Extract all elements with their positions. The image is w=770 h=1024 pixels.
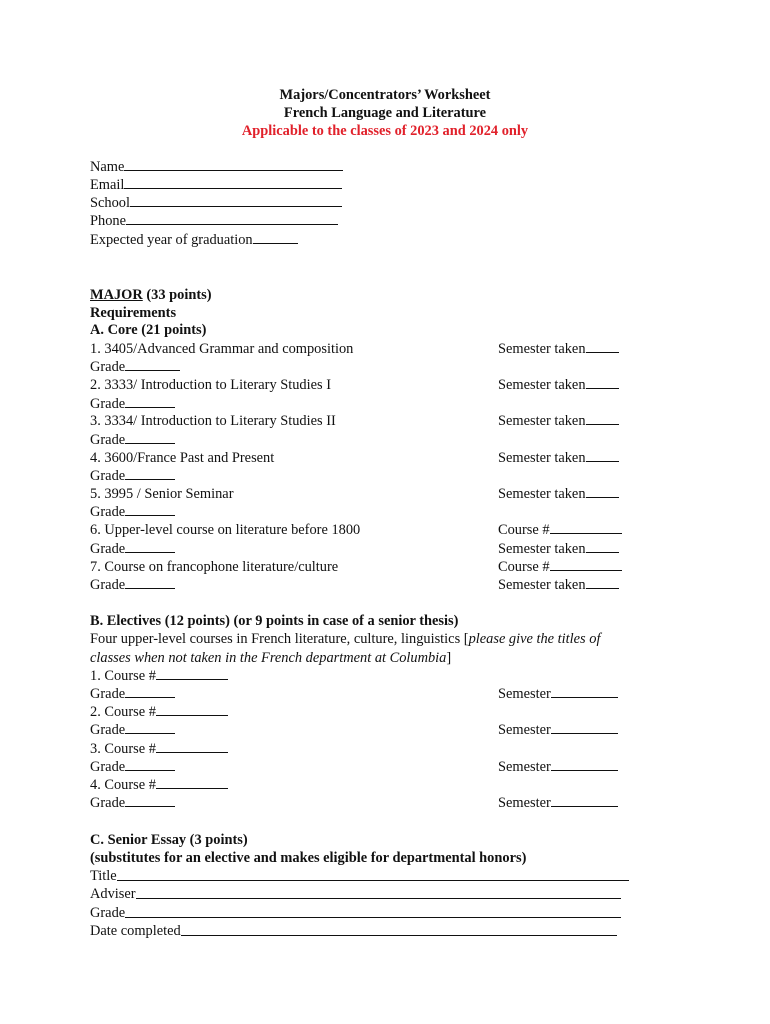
core-course-6: 6. Upper-level course on literature before 1800 <box>90 522 361 538</box>
core-course-5: 5. 3995 / Senior Seminar <box>90 486 234 502</box>
elective-course-field[interactable]: 1. Course # <box>90 667 228 685</box>
semester-taken-field[interactable]: Semester taken <box>498 449 619 467</box>
grade-field[interactable]: Grade <box>90 503 175 521</box>
semester-taken-field[interactable]: Semester taken <box>498 376 619 394</box>
grade-field[interactable]: Grade <box>90 721 175 739</box>
grade-field[interactable]: Grade <box>90 431 175 449</box>
phone-field[interactable]: Phone <box>90 212 338 230</box>
elective-course-field[interactable]: 4. Course # <box>90 776 228 794</box>
senior-essay-heading: C. Senior Essay (3 points) <box>90 832 248 848</box>
semester-field[interactable]: Semester <box>498 758 618 776</box>
senior-essay-note: (substitutes for an elective and makes eligible for departmental honors) <box>90 850 527 866</box>
semester-taken-field[interactable]: Semester taken <box>498 576 619 594</box>
phone-blank[interactable] <box>126 212 338 225</box>
grade-field[interactable]: Grade <box>90 540 175 558</box>
applicability-notice: Applicable to the classes of 2023 and 2024 only <box>241 123 529 139</box>
semester-taken-field[interactable]: Semester taken <box>498 485 619 503</box>
course-number-field[interactable]: Course # <box>498 521 622 539</box>
semester-field[interactable]: Semester <box>498 794 618 812</box>
electives-heading: B. Electives (12 points) (or 9 points in case of a senior thesis) <box>90 613 459 629</box>
semester-taken-field[interactable]: Semester taken <box>498 412 619 430</box>
grad-year-blank[interactable] <box>253 231 298 244</box>
essay-date-field[interactable]: Date completed <box>90 922 617 940</box>
grade-field[interactable]: Grade <box>90 467 175 485</box>
core-heading: A. Core (21 points) <box>90 322 207 338</box>
name-field[interactable]: Name <box>90 158 343 176</box>
semester-field[interactable]: Semester <box>498 721 618 739</box>
worksheet-subtitle: French Language and Literature <box>283 105 487 121</box>
grade-field[interactable]: Grade <box>90 358 180 376</box>
grad-year-field[interactable]: Expected year of graduation <box>90 231 298 249</box>
course-number-field[interactable]: Course # <box>498 558 622 576</box>
semester-taken-field[interactable]: Semester taken <box>498 340 619 358</box>
grade-field[interactable]: Grade <box>90 576 175 594</box>
requirements-heading: Requirements <box>90 305 177 321</box>
core-course-7: 7. Course on francophone literature/culture <box>90 559 339 575</box>
major-heading: MAJOR (33 points) <box>90 287 212 303</box>
elective-course-field[interactable]: 2. Course # <box>90 703 228 721</box>
grade-field[interactable]: Grade <box>90 794 175 812</box>
semester-taken-field[interactable]: Semester taken <box>498 540 619 558</box>
core-course-1: 1. 3405/Advanced Grammar and composition <box>90 341 354 357</box>
grade-field[interactable]: Grade <box>90 758 175 776</box>
worksheet-title: Majors/Concentrators’ Worksheet <box>279 87 491 103</box>
core-course-4: 4. 3600/France Past and Present <box>90 450 275 466</box>
school-field[interactable]: School <box>90 194 342 212</box>
essay-grade-field[interactable]: Grade <box>90 904 621 922</box>
email-field[interactable]: Email <box>90 176 342 194</box>
essay-adviser-field[interactable]: Adviser <box>90 885 621 903</box>
grade-field[interactable]: Grade <box>90 685 175 703</box>
grade-field[interactable]: Grade <box>90 395 175 413</box>
semester-field[interactable]: Semester <box>498 685 618 703</box>
core-course-3: 3. 3334/ Introduction to Literary Studies II <box>90 413 336 429</box>
electives-description-line1: Four upper-level courses in French literature, culture, linguistics [please give the titles of <box>90 631 601 647</box>
essay-title-field[interactable]: Title <box>90 867 629 885</box>
name-blank[interactable] <box>124 158 343 171</box>
electives-description-line2: classes when not taken in the French department at Columbia] <box>90 650 452 666</box>
school-blank[interactable] <box>130 194 342 207</box>
elective-course-field[interactable]: 3. Course # <box>90 740 228 758</box>
email-blank[interactable] <box>124 176 342 189</box>
core-course-2: 2. 3333/ Introduction to Literary Studies I <box>90 377 332 393</box>
